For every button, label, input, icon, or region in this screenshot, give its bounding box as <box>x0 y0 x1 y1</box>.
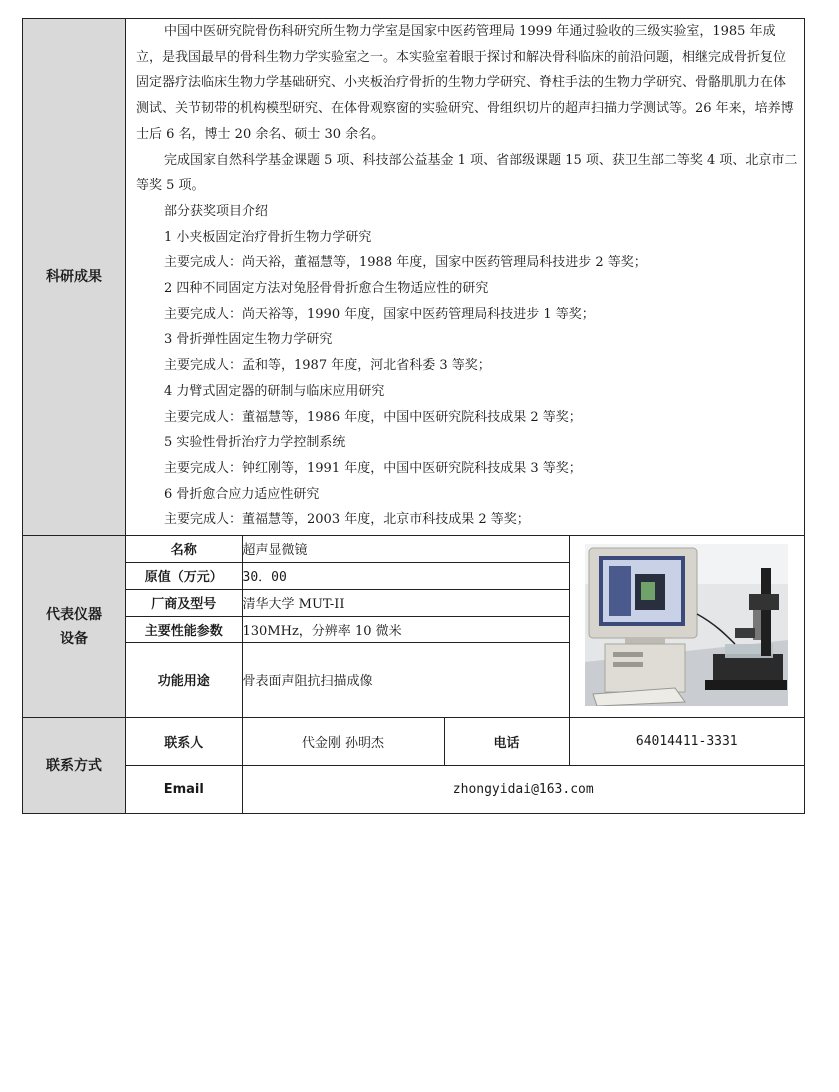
field-label: 厂商及型号 <box>126 589 242 616</box>
award-detail: 主要完成人：董福慧等，1986 年度，中国中医研究院科技成果 2 等奖； <box>164 409 582 425</box>
field-value: 超声显微镜 <box>242 536 569 562</box>
award-title: 4 力臂式固定器的研制与临床应用研究 <box>164 383 385 399</box>
award-title: 1 小夹板固定治疗骨折生物力学研究 <box>164 229 372 245</box>
research-row <box>23 19 805 536</box>
research-header: 科研成果 <box>23 19 126 536</box>
award-title: 6 骨折愈合应力适应性研究 <box>164 486 320 502</box>
field-label: 原值（万元） <box>126 562 242 589</box>
phone-label: 电话 <box>444 718 569 766</box>
award-title: 3 骨折弹性固定生物力学研究 <box>164 332 333 348</box>
field-value: 骨表面声阻抗扫描成像 <box>242 642 569 717</box>
field-value: 清华大学 MUT-II <box>242 589 569 616</box>
equipment-row <box>23 536 805 718</box>
contact-person-label: 联系人 <box>126 718 242 766</box>
award-detail: 主要完成人：尚天裕等，1990 年度，国家中医药管理局科技进步 1 等奖； <box>164 306 595 322</box>
field-label: 功能用途 <box>126 642 242 717</box>
award-detail: 主要完成人：董福慧等，2003 年度，北京市科技成果 2 等奖； <box>164 512 530 528</box>
contact-email-row <box>126 766 804 814</box>
contact-person-row <box>126 718 804 766</box>
field-value: 130MHz，分辨率 10 微米 <box>242 616 569 642</box>
research-funding: 完成国家自然科学基金课题 5 项、科技部公益基金 1 项、省部级课题 15 项、获卫生部二等奖 4 项、北京市二等奖 5 项。 <box>136 152 798 194</box>
field-label: 名称 <box>126 536 242 562</box>
equipment-header-line2: 设备 <box>60 630 88 647</box>
contact-person-value: 代金刚 孙明杰 <box>242 718 444 766</box>
awards-heading: 部分获奖项目介绍 <box>164 203 269 219</box>
equipment-header-line1: 代表仪器 <box>46 606 102 623</box>
award-detail: 主要完成人：尚天裕，董福慧等，1988 年度，国家中医药管理局科技进步 2 等奖； <box>164 255 647 271</box>
research-intro: 中国中医研究院骨伤科研究所生物力学室是国家中医药管理局 1999 年通过验收的三级实验室，1985 年成立，是我国最早的骨科生物力学实验室之一。本实验室着眼于探讨和解决骨科临床的前沿问题，相继完成骨折复位固定器疗法临床生物力学基础研究、小夹板治疗骨折的生物力学研究、脊柱手法的生物力学研究、骨骼肌肌力在体测试、关节韧带的机构模型研究、在体骨观察窗的实验研究、骨组织切片的超声扫描力学测试等。26 年来，培养博士后 6 名，博士 20 余名、硕士 30 余名。 <box>136 24 794 142</box>
award-title: 5 实验性骨折治疗力学控制系统 <box>164 435 346 451</box>
contact-cell <box>126 718 805 814</box>
field-label: 主要性能参数 <box>126 616 242 642</box>
contact-row <box>23 718 805 814</box>
research-content <box>126 19 805 536</box>
phone-value: 64014411-3331 <box>569 718 804 766</box>
equipment-field-row <box>126 536 804 562</box>
field-value: 30．00 <box>242 562 569 589</box>
equipment-photo-cell <box>569 536 804 717</box>
contact-header: 联系方式 <box>23 718 126 814</box>
lab-info-table <box>22 18 805 814</box>
email-value[interactable]: zhongyidai@163.com <box>242 766 804 814</box>
award-title: 2 四种不同固定方法对兔胫骨骨折愈合生物适应性的研究 <box>164 281 489 297</box>
equipment-table <box>126 536 804 717</box>
contact-table <box>126 718 804 813</box>
award-detail: 主要完成人：钟红刚等，1991 年度，中国中医研究院科技成果 3 等奖； <box>164 460 582 476</box>
equipment-header <box>23 536 126 718</box>
document-sheet <box>22 18 804 814</box>
ultrasound-microscope-photo <box>585 544 788 706</box>
email-label: Email <box>126 766 242 814</box>
equipment-cell <box>126 536 805 718</box>
award-detail: 主要完成人：孟和等，1987 年度，河北省科委 3 等奖； <box>164 358 491 374</box>
